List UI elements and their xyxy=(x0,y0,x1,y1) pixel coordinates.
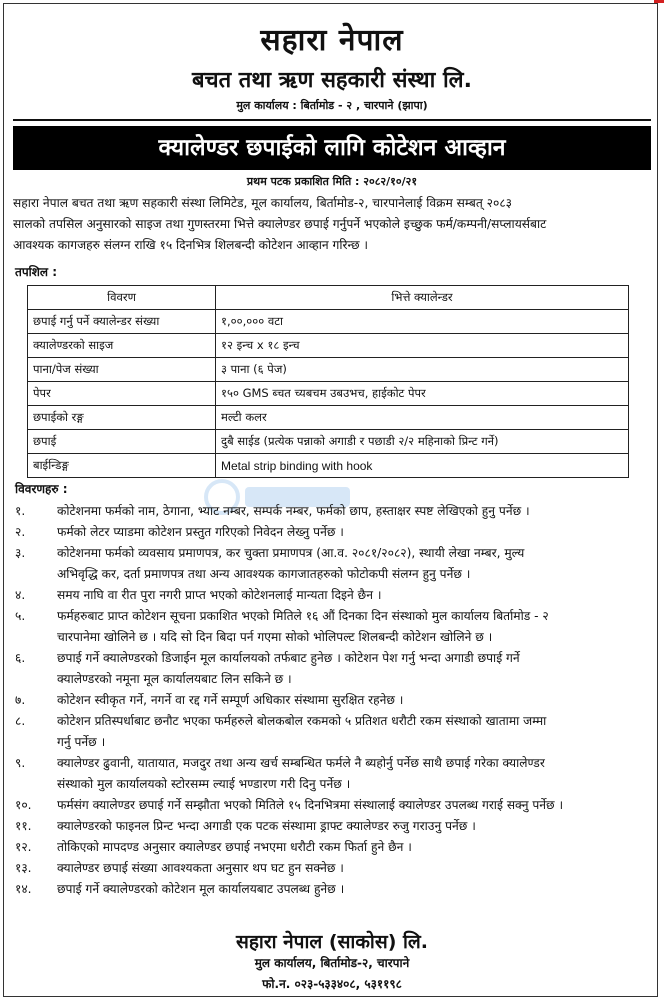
list-item-line: फर्मसंग क्यालेण्डर छपाई गर्ने सम्झौता भएको मितिले १५ दिनभित्रमा संस्थालाई क्यालेण्डर उपलब्ध गराई सक्नु पर्नेछ । xyxy=(57,798,564,812)
list-item-line: क्यालेण्डरको नमूना मूल कार्यालयबाट लिन सकिने छ । xyxy=(57,672,292,686)
terms-label: विवरणहरु : xyxy=(15,482,68,496)
table-row xyxy=(28,430,629,454)
table-header-cell: भित्ते क्यालेन्डर xyxy=(216,286,629,310)
list-item-text xyxy=(57,795,655,816)
list-item-line: कोटेशनमा फर्मको नाम, ठेगाना, भ्याट नम्बर, सम्पर्क नम्बर, फर्मको छाप, हस्ताक्षर स्पष्ट लेखिएको हुनु पर्नेछ । xyxy=(57,504,530,518)
list-item-text xyxy=(57,585,655,606)
list-item-line: तोकिएको मापदण्ड अनुसार क्यालेण्डर छपाई नभएमा धरौटी रकम फिर्ता हुने छैन । xyxy=(57,840,412,854)
table-row xyxy=(28,406,629,430)
footer-org-name: सहारा नेपाल (साकोस) लि. xyxy=(235,931,429,953)
list-item-line: गर्नु पर्नेछ । xyxy=(57,735,106,749)
list-item xyxy=(15,522,655,543)
list-item-line: क्यालेण्डर ढुवानी, यातायात, मजदुर तथा अन्य खर्च सम्बन्धित फर्मले नै ब्यहोर्नु पर्नेछ साथै छपाई गरेका क्यालेण्डर xyxy=(57,756,545,770)
list-item-number: १३. xyxy=(15,861,32,875)
head-office-address: मुल कार्यालय : बिर्तामोड - २ , चारपाने (झापा) xyxy=(236,99,428,112)
list-item-number: १२. xyxy=(15,840,32,854)
list-item-text xyxy=(57,522,655,543)
spec-table xyxy=(27,285,629,478)
list-item xyxy=(15,816,655,837)
list-item-text xyxy=(57,501,655,522)
table-cell-label: पाना/पेज संख्या xyxy=(28,358,216,382)
spec-label: तपशिल : xyxy=(15,265,58,279)
table-cell-value: १,००,००० वटा xyxy=(216,310,629,334)
list-item xyxy=(15,648,655,690)
list-item-text xyxy=(57,648,655,690)
list-item xyxy=(15,543,655,585)
publication-date: प्रथम पटक प्रकाशित मिति : २०८२/१०/२१ xyxy=(246,175,418,188)
table-cell-value: मल्टी कलर xyxy=(216,406,629,430)
intro-line: सहारा नेपाल बचत तथा ऋण सहकारी संस्था लिमिटेड, मूल कार्यालय, बिर्तामोड-२, चारपानेलाई विक्रम सम्बत् २०८३ xyxy=(13,196,512,210)
list-item-text xyxy=(57,837,655,858)
header-divider xyxy=(13,119,651,121)
list-item-number: १४. xyxy=(15,882,32,896)
list-item-line: अभिवृद्धि कर, दर्ता प्रमाणपत्र तथा अन्य आवश्यक कागजातहरुको फोटोकपी संलग्न हुनु पर्नेछ । xyxy=(57,567,471,581)
table-header-cell: विवरण xyxy=(28,286,216,310)
table-row xyxy=(28,358,629,382)
list-item-line: क्यालेण्डर छपाई संख्या आवश्यकता अनुसार थप घट हुन सक्नेछ । xyxy=(57,861,344,875)
list-item-number: ५. xyxy=(15,609,26,623)
list-item-number: ७. xyxy=(15,693,26,707)
table-cell-label: छपाईको रङ्ग xyxy=(28,406,216,430)
list-item-line: छपाई गर्ने क्यालेण्डरको डिजाईन मूल कार्यालयको तर्फबाट हुनेछ । कोटेशन पेश गर्नु भन्दा अगाडी छपाई गर्ने xyxy=(57,651,520,665)
list-item xyxy=(15,753,655,795)
list-item-line: छपाई गर्ने क्यालेण्डरको कोटेशन मूल कार्यालयबाट उपलब्ध हुनेछ । xyxy=(57,882,345,896)
terms-list xyxy=(15,501,655,900)
list-item xyxy=(15,858,655,879)
list-item-number: ३. xyxy=(15,546,26,560)
list-item-line: फर्महरुबाट प्राप्त कोटेशन सूचना प्रकाशित भएको मितिले १६ औं दिनका दिन संस्थाको मुल कार्यालय बिर्तामोड - २ xyxy=(57,609,549,623)
list-item-number: १. xyxy=(15,504,26,518)
table-cell-label: छपाई गर्नु पर्ने क्यालेन्डर संख्या xyxy=(28,310,216,334)
list-item xyxy=(15,585,655,606)
list-item-line: चारपानेमा खोलिने छ । यदि सो दिन बिदा पर्न गएमा सोको भोलिपल्ट शिलबन्दी कोटेशन खोलिने छ । xyxy=(57,630,493,644)
table-header-row xyxy=(28,286,629,310)
list-item-line: कोटेशन स्वीकृत गर्ने, नगर्ने वा रद्द गर्ने सम्पूर्ण अधिकार संस्थामा सुरक्षित रहनेछ । xyxy=(57,693,404,707)
table-cell-label: क्यालेण्डरको साइज xyxy=(28,334,216,358)
table-row xyxy=(28,382,629,406)
table-cell-label: बाईन्डिङ्ग xyxy=(28,454,216,478)
intro-line: सालको तपसिल अनुसारको साइज तथा गुणस्तरमा भित्ते क्यालेण्डर छपाई गर्नुपर्ने भएकोले इच्छुक फर्म/कम्पनी/सप्लायर्सबाट xyxy=(13,217,547,231)
org-subtitle: बचत तथा ऋण सहकारी संस्था लि. xyxy=(192,68,472,93)
list-item-text xyxy=(57,543,655,585)
list-item-number: ९. xyxy=(15,756,26,770)
list-item-number: २. xyxy=(15,525,26,539)
list-item-number: ४. xyxy=(15,588,26,602)
table-row xyxy=(28,310,629,334)
org-name: सहारा नेपाल xyxy=(260,23,404,58)
list-item xyxy=(15,795,655,816)
list-item-line: क्यालेण्डरको फाइनल प्रिन्ट भन्दा अगाडी एक पटक संस्थामा ड्राफ्ट क्यालेण्डर रुजु गराउनु पर्नेछ । xyxy=(57,819,476,833)
corner-accent xyxy=(654,0,664,3)
list-item-line: संस्थाको मुल कार्यालयको स्टोरसम्म ल्याई भण्डारण गरी दिनु पर्नेछ । xyxy=(57,777,351,791)
list-item xyxy=(15,690,655,711)
list-item-text xyxy=(57,753,655,795)
list-item-number: ११. xyxy=(15,819,32,833)
list-item xyxy=(15,606,655,648)
list-item-number: ६. xyxy=(15,651,26,665)
table-cell-value: ३ पाना (६ पेज) xyxy=(216,358,629,382)
list-item-line: कोटेशनमा फर्मको व्यवसाय प्रमाणपत्र, कर चुक्ता प्रमाणपत्र (आ.व. २०८१/२०८२), स्थायी लेखा नम्बर, मुल्य xyxy=(57,546,525,560)
table-cell-value: १५० GMS ब्चत च्यबचम उबउभच, हाईकोट पेपर xyxy=(216,382,629,406)
list-item-text xyxy=(57,690,655,711)
table-cell-value: Metal strip binding with hook xyxy=(216,454,629,478)
list-item-text xyxy=(57,858,655,879)
list-item xyxy=(15,837,655,858)
list-item xyxy=(15,711,655,753)
list-item-text xyxy=(57,816,655,837)
list-item-number: १०. xyxy=(15,798,32,812)
list-item-text xyxy=(57,606,655,648)
table-cell-value: दुबै साईड (प्रत्येक पन्नाको अगाडी र पछाडी २/२ महिनाको प्रिन्ट गर्ने) xyxy=(216,430,629,454)
list-item-line: फर्मको लेटर प्याडमा कोटेशन प्रस्तुत गरिएको निवेदन लेख्नु पर्नेछ । xyxy=(57,525,344,539)
list-item-number: ८. xyxy=(15,714,26,728)
table-cell-label: पेपर xyxy=(28,382,216,406)
table-cell-value: १२ इन्च x १८ इन्च xyxy=(216,334,629,358)
footer-phone: फो.न. ०२३-५३३४०८, ५३११९८ xyxy=(262,977,402,991)
list-item xyxy=(15,501,655,522)
notice-title: क्यालेण्डर छपाईको लागि कोटेशन आव्हान xyxy=(13,126,651,170)
footer-office: मुल कार्यालय, बिर्तामोड-२, चारपाने xyxy=(254,956,410,970)
list-item-text xyxy=(57,711,655,753)
table-cell-label: छपाई xyxy=(28,430,216,454)
table-row xyxy=(28,334,629,358)
table-row xyxy=(28,454,629,478)
intro-line: आवश्यक कागजहरु संलग्न राखि १५ दिनभित्र शिलबन्दी कोटेशन आव्हान गरिन्छ । xyxy=(13,238,369,252)
intro-paragraph xyxy=(13,193,653,256)
list-item xyxy=(15,879,655,900)
list-item-line: कोटेशन प्रतिस्पर्धाबाट छनौट भएका फर्महरुले बोलकबोल रकमको ५ प्रतिशत धरौटी रकम संस्थाको खातामा जम्मा xyxy=(57,714,547,728)
list-item-line: समय नाघि वा रीत पुरा नगरी प्राप्त भएको कोटेशनलाई मान्यता दिइने छैन । xyxy=(57,588,382,602)
list-item-text xyxy=(57,879,655,900)
